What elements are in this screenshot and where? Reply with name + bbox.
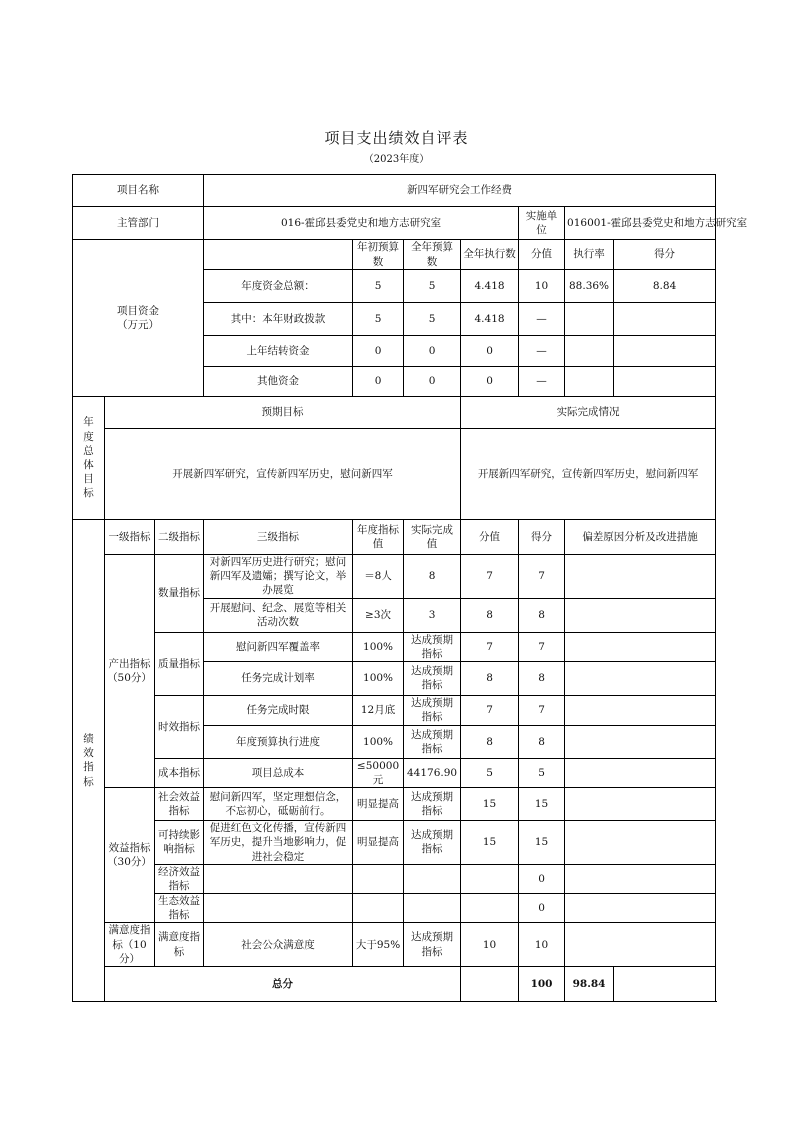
indicator-name: 年度预算执行进度 <box>204 725 353 758</box>
funds-header-row <box>73 240 716 270</box>
header-level3: 三级指标 <box>204 520 353 555</box>
indicator-target: 大于95% <box>353 923 404 967</box>
funds-cell: 0 <box>353 336 404 367</box>
indicator-actual <box>404 864 461 893</box>
indicator-row <box>73 632 716 661</box>
indicator-target: 100% <box>353 632 404 661</box>
indicator-name: 慰问新四军覆盖率 <box>204 632 353 661</box>
indicator-score-value: 8 <box>461 725 519 758</box>
funds-cell: 5 <box>404 270 461 303</box>
actual-goal-header: 实际完成情况 <box>461 397 716 429</box>
project-name-row <box>73 175 716 207</box>
indicator-reason <box>565 661 716 695</box>
indicator-name: 项目总成本 <box>204 758 353 787</box>
level2-cost: 成本指标 <box>155 758 204 787</box>
header-level1: 一级指标 <box>105 520 155 555</box>
indicator-score: 8 <box>519 725 565 758</box>
header-actual: 实际完成值 <box>404 520 461 555</box>
goals-side-char: 年 <box>83 416 94 429</box>
indicator-row <box>73 864 716 893</box>
goals-side-label <box>73 397 105 520</box>
header-annual-target: 年度指标值 <box>353 520 404 555</box>
indicator-score: 8 <box>519 661 565 695</box>
funds-cell: 4.418 <box>461 270 519 303</box>
indicator-actual: 8 <box>404 555 461 599</box>
funds-row-label: 年度资金总额： <box>204 270 353 303</box>
level2-ecological: 生态效益指标 <box>155 894 204 923</box>
indicator-target: 明显提高 <box>353 821 404 865</box>
funds-label-line2: （万元） <box>117 319 160 331</box>
total-reason-blank <box>614 966 716 1001</box>
indicator-score-value <box>461 864 519 893</box>
project-name-value: 新四军研究会工作经费 <box>204 175 716 207</box>
indicator-score-value: 15 <box>461 788 519 821</box>
indicator-actual: 44176.90 <box>404 758 461 787</box>
indicator-reason <box>565 695 716 725</box>
funds-cell <box>565 336 614 367</box>
indicator-side-char: 效 <box>83 747 94 760</box>
indicators-side-label <box>73 520 105 1002</box>
indicator-reason <box>565 788 716 821</box>
department-row <box>73 207 716 240</box>
indicator-score-value: 8 <box>461 661 519 695</box>
impl-value: 016001-霍邱县委党史和地方志研究室 <box>565 207 716 240</box>
indicator-reason <box>565 598 716 632</box>
funds-cell: 0 <box>404 367 461 397</box>
actual-goal-text: 开展新四军研究，宣传新四军历史，慰问新四军 <box>461 429 716 520</box>
funds-cell: 8.84 <box>614 270 716 303</box>
level2-quality: 质量指标 <box>155 632 204 695</box>
funds-header-score-value: 分值 <box>519 240 565 270</box>
indicator-score: 0 <box>519 894 565 923</box>
indicator-side-char: 指 <box>83 761 94 774</box>
indicator-score: 10 <box>519 923 565 967</box>
level2-timeliness: 时效指标 <box>155 695 204 758</box>
dept-label: 主管部门 <box>73 207 204 240</box>
funds-cell <box>614 336 716 367</box>
indicator-target: ≤50000元 <box>353 758 404 787</box>
expected-goal-header: 预期目标 <box>105 397 461 429</box>
funds-cell <box>565 303 614 336</box>
form-year: （2023年度） <box>363 154 430 165</box>
funds-cell: 0 <box>404 336 461 367</box>
funds-cell: 4.418 <box>461 303 519 336</box>
indicator-reason <box>565 821 716 865</box>
level2-economic: 经济效益指标 <box>155 864 204 893</box>
funds-cell: 10 <box>519 270 565 303</box>
form-title: 项目支出绩效自评表 <box>324 129 469 147</box>
indicator-target: 100% <box>353 661 404 695</box>
header-score: 得分 <box>519 520 565 555</box>
indicator-actual: 达成预期指标 <box>404 821 461 865</box>
funds-cell <box>614 303 716 336</box>
goals-side-char: 体 <box>83 459 94 471</box>
funds-cell: — <box>519 303 565 336</box>
indicator-reason <box>565 725 716 758</box>
indicator-reason <box>565 632 716 661</box>
indicator-score-value: 7 <box>461 632 519 661</box>
indicator-row <box>73 695 716 725</box>
indicator-actual: 达成预期指标 <box>404 923 461 967</box>
project-name-label: 项目名称 <box>73 175 204 207</box>
level1-benefit: 效益指标（30分） <box>105 788 155 923</box>
goals-side-char: 目 <box>83 473 94 486</box>
indicator-name: 开展慰问、纪念、展览等相关活动次数 <box>204 598 353 632</box>
indicator-side-char: 绩 <box>83 733 94 746</box>
indicator-name <box>204 864 353 893</box>
funds-row-label: 其他资金 <box>204 367 353 397</box>
indicator-reason <box>565 894 716 923</box>
indicator-actual: 达成预期指标 <box>404 632 461 661</box>
indicator-target: ＝8人 <box>353 555 404 599</box>
funds-label-line1: 项目资金 <box>117 304 160 317</box>
indicator-row <box>73 923 716 967</box>
indicator-row <box>73 894 716 923</box>
goals-content-row <box>73 429 716 520</box>
funds-cell: 0 <box>461 367 519 397</box>
indicator-name: 对新四军历史进行研究；慰问新四军及遗孀；撰写论文，举办展览 <box>204 555 353 599</box>
total-score: 98.84 <box>565 966 614 1001</box>
performance-table <box>72 174 748 1002</box>
level2-sustainable: 可持续影响指标 <box>155 821 204 865</box>
indicator-row <box>73 821 716 865</box>
funds-cell: 0 <box>353 367 404 397</box>
indicator-score-value <box>461 894 519 923</box>
indicator-name <box>204 894 353 923</box>
dept-value: 016-霍邱县委党史和地方志研究室 <box>204 207 519 240</box>
indicator-actual: 3 <box>404 598 461 632</box>
total-label: 总分 <box>105 966 461 1001</box>
level2-social: 社会效益指标 <box>155 788 204 821</box>
indicator-reason <box>565 555 716 599</box>
indicator-row <box>73 758 716 787</box>
indicator-reason <box>565 864 716 893</box>
funds-label <box>73 240 204 397</box>
level2-satisfaction: 满意度指标 <box>155 923 204 967</box>
indicator-score: 7 <box>519 695 565 725</box>
indicator-score: 0 <box>519 864 565 893</box>
indicator-header-row <box>73 520 716 555</box>
indicator-target: ≥3次 <box>353 598 404 632</box>
funds-row-label: 上年结转资金 <box>204 336 353 367</box>
level1-output: 产出指标（50分） <box>105 555 155 788</box>
total-row <box>73 966 716 1001</box>
indicator-score: 15 <box>519 821 565 865</box>
level1-satisfaction: 满意度指标（10分） <box>105 923 155 967</box>
funds-cell <box>614 367 716 397</box>
indicator-row <box>73 788 716 821</box>
indicator-score-value: 7 <box>461 555 519 599</box>
funds-cell: 5 <box>404 303 461 336</box>
funds-header-score: 得分 <box>614 240 716 270</box>
goals-side-char: 标 <box>83 487 94 500</box>
indicator-actual: 达成预期指标 <box>404 725 461 758</box>
indicator-score: 5 <box>519 758 565 787</box>
indicator-score-value: 10 <box>461 923 519 967</box>
goals-side-char: 度 <box>83 430 94 443</box>
indicator-target: 明显提高 <box>353 788 404 821</box>
funds-row-label: 其中：本年财政拨款 <box>204 303 353 336</box>
indicator-actual: 达成预期指标 <box>404 661 461 695</box>
funds-cell: — <box>519 336 565 367</box>
funds-header-rate: 执行率 <box>565 240 614 270</box>
funds-cell: 0 <box>461 336 519 367</box>
funds-cell: 5 <box>353 270 404 303</box>
indicator-score-value: 7 <box>461 695 519 725</box>
funds-cell: 88.36% <box>565 270 614 303</box>
funds-header-annual: 全年预算数 <box>404 240 461 270</box>
indicator-name: 任务完成时限 <box>204 695 353 725</box>
funds-header-executed: 全年执行数 <box>461 240 519 270</box>
indicator-score-value: 5 <box>461 758 519 787</box>
funds-header-initial: 年初预算数 <box>353 240 404 270</box>
funds-header-blank <box>204 240 353 270</box>
indicator-score-value: 15 <box>461 821 519 865</box>
indicator-target: 12月底 <box>353 695 404 725</box>
total-blank <box>461 966 519 1001</box>
indicator-score: 7 <box>519 632 565 661</box>
indicator-target <box>353 894 404 923</box>
indicator-score: 8 <box>519 598 565 632</box>
header-score-value: 分值 <box>461 520 519 555</box>
goals-header-row <box>73 397 716 429</box>
indicator-row <box>73 555 716 599</box>
impl-label: 实施单位 <box>519 207 565 240</box>
funds-cell <box>565 367 614 397</box>
indicator-name: 任务完成计划率 <box>204 661 353 695</box>
indicator-target: 100% <box>353 725 404 758</box>
indicator-reason <box>565 923 716 967</box>
indicator-name: 慰问新四军，坚定理想信念，不忘初心，砥砺前行。 <box>204 788 353 821</box>
indicator-reason <box>565 758 716 787</box>
level2-quantity: 数量指标 <box>155 555 204 633</box>
goals-side-char: 总 <box>83 444 94 457</box>
header-level2: 二级指标 <box>155 520 204 555</box>
header-deviation: 偏差原因分析及改进措施 <box>565 520 716 555</box>
indicator-score-value: 8 <box>461 598 519 632</box>
indicator-name: 社会公众满意度 <box>204 923 353 967</box>
indicator-target <box>353 864 404 893</box>
total-score-value: 100 <box>519 966 565 1001</box>
indicator-actual <box>404 894 461 923</box>
funds-cell: — <box>519 367 565 397</box>
expected-goal-text: 开展新四军研究，宣传新四军历史，慰问新四军 <box>105 429 461 520</box>
indicator-name: 促进红色文化传播，宣传新四军历史，提升当地影响力，促进社会稳定 <box>204 821 353 865</box>
indicator-score: 15 <box>519 788 565 821</box>
indicator-score: 7 <box>519 555 565 599</box>
indicator-actual: 达成预期指标 <box>404 695 461 725</box>
indicator-side-char: 标 <box>83 775 94 788</box>
indicator-actual: 达成预期指标 <box>404 788 461 821</box>
funds-cell: 5 <box>353 303 404 336</box>
